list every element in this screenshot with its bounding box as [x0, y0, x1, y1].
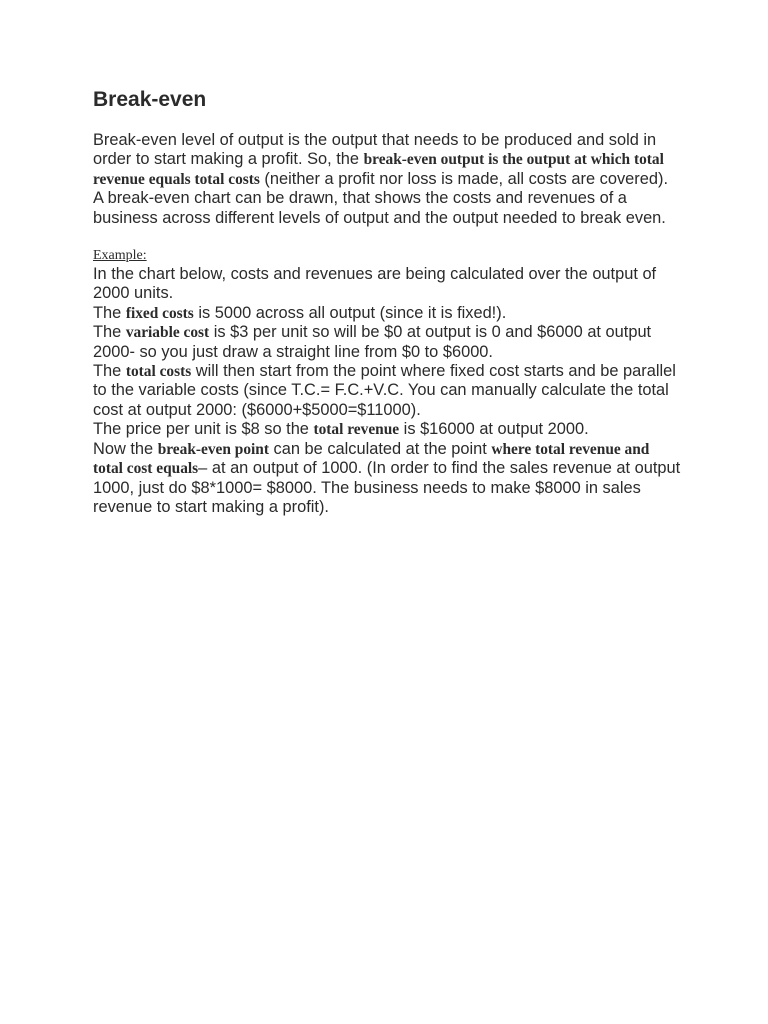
fixed-costs-prefix: The [93, 303, 126, 322]
variable-cost-text: is $3 per unit so will be $0 at output is 0 and $6000 at output 2000- so you just draw a straight line from $0 to $6000. [93, 323, 652, 361]
intro-text: Break-even level of output is the output that needs to be produced and sold in order to start making a profit. So, the [93, 131, 657, 169]
total-costs-line [93, 362, 683, 420]
break-even-point-line [93, 440, 683, 518]
total-revenue-prefix: The price per unit is $8 so the [93, 420, 314, 439]
total-costs-prefix: The [93, 362, 126, 381]
intro-paragraph [93, 131, 683, 189]
break-even-prefix: Now the [93, 439, 158, 458]
total-revenue-line [93, 420, 683, 439]
fixed-costs-text: is 5000 across all output (since it is fixed!). [193, 303, 507, 322]
variable-cost-line [93, 323, 683, 362]
intro-text-continued: (neither a profit nor loss is made, all costs are covered). [259, 169, 668, 188]
chart-description-paragraph: A break-even chart can be drawn, that shows the costs and revenues of a business across different levels of output and the output needed to break even. [93, 189, 666, 227]
variable-cost-term: variable cost [125, 324, 210, 342]
break-even-explanation: – at an output of 1000. (In order to find the sales revenue at output 1000, just do $8*1000= $8000. The business needs to make $8000 in sales revenue to start making a profit). [93, 459, 681, 516]
intro-definition: break-even output is the output at which total revenue equals total costs [93, 151, 664, 188]
page-title: Break-even [93, 88, 207, 111]
total-revenue-term: total revenue [313, 421, 400, 439]
fixed-costs-term: fixed costs [125, 304, 194, 322]
break-even-condition-term: where total revenue and total cost equals [93, 440, 650, 478]
total-costs-text: will then start from the point where fixed cost starts and be parallel to the variable costs (since T.C.= F.C.+V.C. You can manually calculate the total cost at output 2000: ($6000+$5000=$11000). [93, 362, 676, 419]
variable-cost-prefix: The [93, 323, 126, 342]
break-even-text: can be calculated at the point [269, 439, 492, 458]
break-even-point-term: break-even point [157, 440, 269, 458]
fixed-costs-line [93, 304, 683, 323]
example-heading: Example: [93, 248, 147, 264]
total-revenue-text: is $16000 at output 2000. [399, 420, 589, 439]
example-intro-line: In the chart below, costs and revenues are being calculated over the output of 2000 units. [93, 265, 657, 303]
document-body [93, 86, 683, 517]
total-costs-term: total costs [125, 363, 192, 381]
